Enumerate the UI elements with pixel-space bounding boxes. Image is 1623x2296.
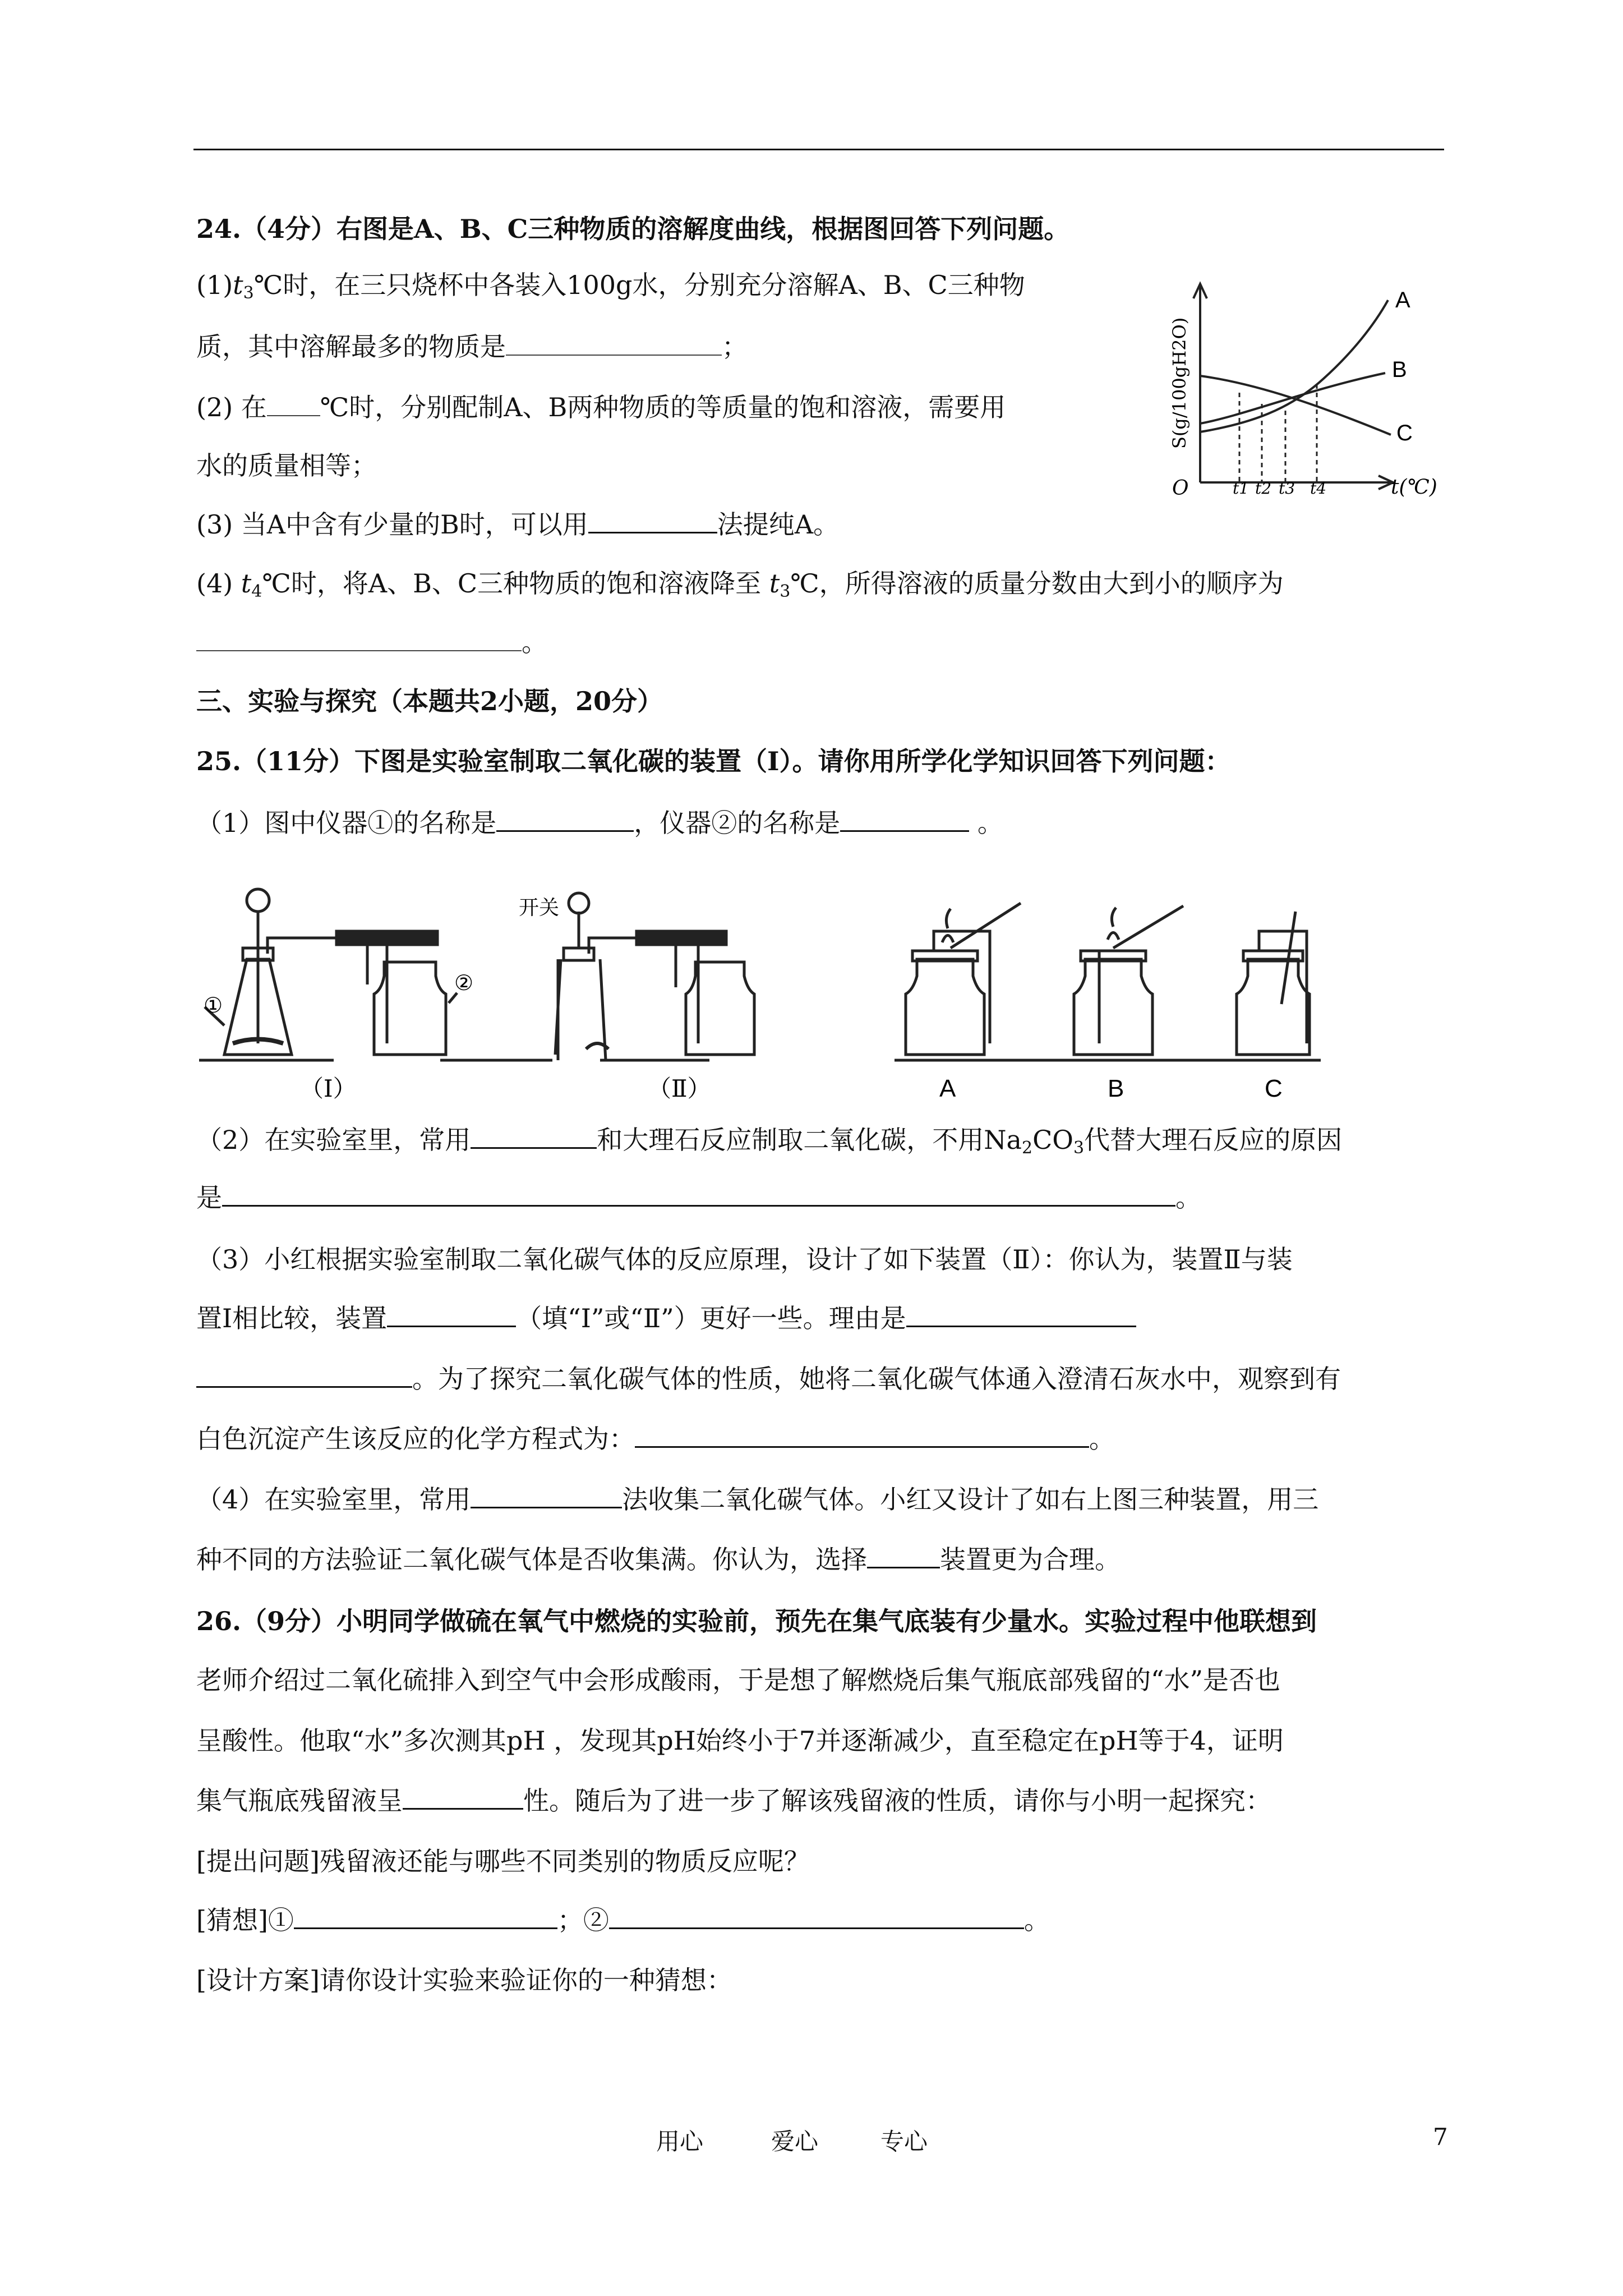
q26-line4: 集气瓶底残留液呈 性。随后为了进一步了解该残留液的性质，请你与小明一起探究：	[196, 1786, 1271, 1816]
solubility-graph	[1138, 264, 1453, 499]
apparatus-label: （Ⅱ）	[648, 1075, 711, 1102]
curve-a	[1200, 300, 1388, 432]
footer-slogan: 爱心	[771, 2128, 819, 2155]
answer-blank[interactable]	[840, 808, 969, 832]
answer-blank[interactable]	[867, 1544, 940, 1568]
apparatus-label: B	[1108, 1075, 1124, 1102]
q25-part2-line1: （2）在实验室里，常用 和大理石反应制取二氧化碳，不用$Na_2CO_3$代替大理石反应的原因	[196, 1125, 1343, 1158]
gas-jar	[686, 962, 754, 1055]
tick-label: t2	[1255, 479, 1272, 498]
tick-label: t3	[1279, 479, 1295, 498]
q26-line2: 老师介绍过二氧化硫排入到空气中会形成酸雨，于是想了解燃烧后集气瓶底部残留的“水”是否也	[196, 1665, 1281, 1695]
curve-label: A	[1395, 288, 1410, 312]
answer-blank[interactable]	[222, 1182, 1175, 1207]
rubber-tube	[637, 931, 726, 945]
apparatus-label: C	[1265, 1075, 1283, 1102]
funnel-bulb	[247, 889, 269, 912]
q25-part4-line1: （4）在实验室里，常用 法收集二氧化碳气体。小红又设计了如右上图三种装置，用三	[196, 1484, 1319, 1515]
jar-a	[906, 959, 984, 1055]
answer-blank[interactable]	[196, 628, 522, 651]
q25-part3-line4: 白色沉淀产生该反应的化学方程式为： 。	[196, 1424, 1115, 1454]
apparatus-label: A	[939, 1075, 956, 1102]
q26-question: [提出问题]残留液还能与哪些不同类别的物质反应呢？	[196, 1846, 810, 1876]
flame	[1108, 908, 1119, 940]
jar-b	[1074, 959, 1152, 1055]
gas-jar	[374, 962, 446, 1055]
q25-part1: （1）图中仪器①的名称是 ，仪器②的名称是 。	[196, 808, 1003, 838]
answer-blank[interactable]	[906, 1303, 1136, 1327]
answer-blank[interactable]	[496, 808, 634, 832]
origin-label: O	[1172, 477, 1189, 499]
q25-part3-line3: 。为了探究二氧化碳气体的性质，她将二氧化碳气体通入澄清石灰水中，观察到有	[196, 1362, 1341, 1396]
y-axis-label: S(g/100gH2O)	[1169, 317, 1190, 449]
q24-part4-line1: (4) $t_4℃$时，将A、B、C三种物质的饱和溶液降至 $t_3℃$，所得溶液的质量分数由大到小的顺序为	[196, 568, 1284, 601]
curve-label: C	[1396, 421, 1413, 445]
answer-blank[interactable]	[635, 1424, 1089, 1448]
tick-label: t1	[1233, 479, 1249, 498]
jar-a-tube	[934, 931, 990, 1043]
q24-part3: (3) 当A中含有少量的B时，可以用 法提纯A。	[196, 509, 840, 540]
answer-blank[interactable]	[506, 332, 722, 356]
answer-blank[interactable]	[588, 509, 717, 533]
marker-label: ①	[204, 993, 223, 1018]
curve-label: B	[1392, 357, 1407, 382]
splint	[1113, 906, 1183, 948]
flame	[942, 909, 953, 942]
splint	[951, 903, 1021, 948]
q24-part1-line1: $(1)t_3℃$时，在三只烧杯中各装入100g水，分别充分溶解A、B、C三种物	[196, 270, 1025, 303]
footer-slogan: 专心	[880, 2128, 928, 2155]
q24-title: 24.（4分）右图是A、B、C三种物质的溶解度曲线，根据图回答下列问题。	[196, 214, 1070, 244]
footer-slogan: 用心	[656, 2128, 704, 2155]
q25-part4-line2: 种不同的方法验证二氧化碳气体是否收集满。你认为，选择 装置更为合理。	[196, 1544, 1121, 1575]
apparatus-figure	[193, 875, 1343, 1111]
switch-label: 开关	[519, 896, 560, 919]
answer-blank[interactable]	[471, 1125, 597, 1149]
q24-part2-line2: 水的质量相等；	[196, 450, 377, 481]
answer-blank[interactable]	[609, 1905, 1024, 1929]
answer-blank[interactable]	[196, 1364, 412, 1388]
section-title: 三、实验与探究（本题共2小题，20分）	[196, 686, 663, 716]
answer-blank[interactable]	[387, 1303, 516, 1327]
x-axis-label: t(℃)	[1391, 476, 1437, 499]
q24-part2-line1: (2) 在 ℃时，分别配制A、B两种物质的等质量的饱和溶液，需要用	[196, 392, 1006, 422]
q25-part3-line2: 置Ⅰ相比较，装置 （填“Ⅰ”或“Ⅱ”）更好一些。理由是	[196, 1301, 1136, 1335]
q24-part4-line2: 。	[196, 625, 547, 659]
q26-line1: 26.（9分）小明同学做硫在氧气中燃烧的实验前，预先在集气底装有少量水。实验过程中他联想到	[196, 1606, 1317, 1636]
tick-label: t4	[1310, 479, 1327, 498]
q24-part1-line2: 质，其中溶解最多的物质是 ；	[196, 332, 748, 362]
apparatus-label: （Ⅰ）	[300, 1075, 357, 1102]
q25-title: 25.（11分）下图是实验室制取二氧化碳的装置（Ⅰ）。请你用所学化学知识回答下列问题：	[196, 746, 1231, 776]
answer-blank[interactable]	[403, 1786, 523, 1810]
header-rule	[193, 149, 1444, 150]
q26-hypothesis: [猜想]① ；② 。	[196, 1905, 1050, 1935]
answer-blank[interactable]	[267, 393, 320, 416]
jar-c	[1237, 959, 1310, 1055]
marker-label: ②	[454, 970, 474, 995]
q26-line3: 呈酸性。他取“水”多次测其pH ，发现其pH始终小于7并逐渐减少，直至稳定在pH等于4，证明	[196, 1726, 1284, 1756]
answer-blank[interactable]	[471, 1484, 622, 1508]
q26-design: [设计方案]请你设计实验来验证你的一种猜想：	[196, 1965, 732, 1995]
page-number: 7	[1433, 2123, 1448, 2151]
q25-part3-line1: （3）小红根据实验室制取二氧化碳气体的反应原理，设计了如下装置（Ⅱ）：你认为，装置Ⅱ与装	[196, 1244, 1293, 1274]
q25-part2-line2: 是 。	[196, 1182, 1201, 1213]
answer-blank[interactable]	[294, 1905, 557, 1929]
